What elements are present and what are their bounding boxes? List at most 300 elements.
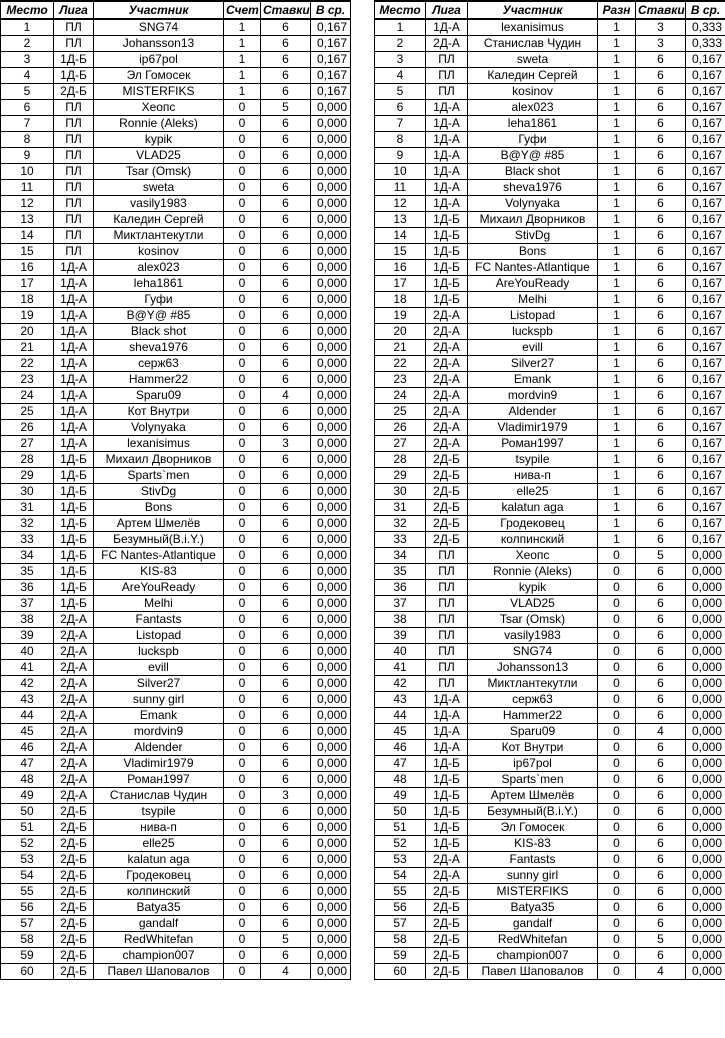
participant-cell: leha1861 bbox=[94, 276, 224, 292]
place-cell: 27 bbox=[1, 436, 54, 452]
table-row bbox=[375, 180, 725, 196]
place-cell: 18 bbox=[1, 292, 54, 308]
average-cell: 0,167 bbox=[686, 164, 725, 180]
score-cell: 0 bbox=[224, 660, 261, 676]
participant-cell: Эл Гомосек bbox=[94, 68, 224, 84]
participant-cell: Silver27 bbox=[468, 356, 598, 372]
league-cell: 2Д-А bbox=[426, 308, 468, 324]
score-cell: 0 bbox=[224, 788, 261, 804]
average-cell: 0,000 bbox=[311, 868, 351, 884]
league-cell: ПЛ bbox=[54, 132, 94, 148]
difference-cell: 1 bbox=[598, 404, 636, 420]
table-row bbox=[1, 276, 351, 292]
average-cell: 0,000 bbox=[311, 772, 351, 788]
average-cell: 0,000 bbox=[686, 948, 725, 964]
league-cell: 1Д-А bbox=[54, 404, 94, 420]
place-cell: 41 bbox=[1, 660, 54, 676]
place-cell: 19 bbox=[1, 308, 54, 324]
league-cell: 1Д-Б bbox=[54, 68, 94, 84]
table-row bbox=[375, 964, 725, 980]
bets-cell: 6 bbox=[636, 596, 686, 612]
average-cell: 0,000 bbox=[311, 132, 351, 148]
score-cell: 0 bbox=[224, 132, 261, 148]
bets-cell: 6 bbox=[261, 532, 311, 548]
table-row bbox=[1, 36, 351, 52]
average-cell: 0,000 bbox=[311, 324, 351, 340]
place-cell: 20 bbox=[1, 324, 54, 340]
bets-cell: 6 bbox=[261, 820, 311, 836]
average-cell: 0,000 bbox=[311, 372, 351, 388]
participant-cell: MISTERFIKS bbox=[94, 84, 224, 100]
difference-cell: 1 bbox=[598, 68, 636, 84]
place-cell: 53 bbox=[375, 852, 426, 868]
participant-cell: Bons bbox=[468, 244, 598, 260]
place-cell: 23 bbox=[1, 372, 54, 388]
bets-cell: 6 bbox=[636, 260, 686, 276]
place-cell: 42 bbox=[1, 676, 54, 692]
participant-cell: Emank bbox=[94, 708, 224, 724]
participant-cell: Bons bbox=[94, 500, 224, 516]
place-cell: 29 bbox=[1, 468, 54, 484]
bets-cell: 5 bbox=[261, 932, 311, 948]
table-row bbox=[375, 660, 725, 676]
average-cell: 0,000 bbox=[311, 100, 351, 116]
place-cell: 21 bbox=[375, 340, 426, 356]
average-cell: 0,000 bbox=[311, 932, 351, 948]
average-cell: 0,000 bbox=[686, 916, 725, 932]
table-row bbox=[1, 724, 351, 740]
average-cell: 0,000 bbox=[311, 612, 351, 628]
place-cell: 10 bbox=[375, 164, 426, 180]
table-row bbox=[1, 324, 351, 340]
table-row bbox=[375, 756, 725, 772]
participant-cell: Vladimir1979 bbox=[468, 420, 598, 436]
score-cell: 0 bbox=[224, 212, 261, 228]
league-cell: 1Д-А bbox=[426, 196, 468, 212]
place-cell: 39 bbox=[1, 628, 54, 644]
table-row bbox=[375, 916, 725, 932]
score-cell: 0 bbox=[224, 516, 261, 532]
bets-cell: 6 bbox=[261, 260, 311, 276]
difference-cell: 1 bbox=[598, 484, 636, 500]
score-cell: 0 bbox=[224, 260, 261, 276]
score-cell: 0 bbox=[224, 180, 261, 196]
participant-cell: alex023 bbox=[468, 100, 598, 116]
bets-cell: 6 bbox=[261, 772, 311, 788]
league-cell: ПЛ bbox=[54, 180, 94, 196]
average-cell: 0,000 bbox=[686, 884, 725, 900]
place-cell: 29 bbox=[375, 468, 426, 484]
bets-cell: 6 bbox=[636, 436, 686, 452]
place-cell: 10 bbox=[1, 164, 54, 180]
league-cell: 1Д-А bbox=[426, 180, 468, 196]
bets-cell: 4 bbox=[261, 388, 311, 404]
place-cell: 34 bbox=[1, 548, 54, 564]
league-cell: 2Д-А bbox=[54, 628, 94, 644]
score-cell: 0 bbox=[224, 724, 261, 740]
score-cell: 0 bbox=[224, 916, 261, 932]
league-cell: 2Д-А bbox=[426, 356, 468, 372]
difference-cell: 1 bbox=[598, 132, 636, 148]
participant-cell: Безумный(B.i.Y.) bbox=[94, 532, 224, 548]
participant-cell: champion007 bbox=[468, 948, 598, 964]
difference-cell: 0 bbox=[598, 964, 636, 980]
place-cell: 50 bbox=[375, 804, 426, 820]
place-cell: 4 bbox=[1, 68, 54, 84]
table-row bbox=[375, 68, 725, 84]
average-cell: 0,167 bbox=[311, 52, 351, 68]
score-cell: 0 bbox=[224, 244, 261, 260]
league-cell: 1Д-А bbox=[54, 436, 94, 452]
bets-cell: 6 bbox=[261, 116, 311, 132]
participant-cell: нива-п bbox=[468, 468, 598, 484]
difference-cell: 1 bbox=[598, 388, 636, 404]
bets-cell: 3 bbox=[261, 436, 311, 452]
place-cell: 40 bbox=[375, 644, 426, 660]
participant-cell: B@Y@ #85 bbox=[94, 308, 224, 324]
average-cell: 0,167 bbox=[686, 436, 725, 452]
bets-cell: 6 bbox=[261, 19, 311, 36]
average-cell: 0,000 bbox=[311, 116, 351, 132]
place-cell: 55 bbox=[375, 884, 426, 900]
average-cell: 0,000 bbox=[311, 964, 351, 980]
bets-cell: 6 bbox=[261, 212, 311, 228]
bets-cell: 6 bbox=[636, 580, 686, 596]
league-cell: 2Д-Б bbox=[54, 900, 94, 916]
bets-cell: 6 bbox=[261, 948, 311, 964]
place-cell: 25 bbox=[1, 404, 54, 420]
average-cell: 0,000 bbox=[686, 804, 725, 820]
participant-cell: Ronnie (Aleks) bbox=[468, 564, 598, 580]
league-cell: 1Д-А bbox=[426, 724, 468, 740]
participant-cell: AreYouReady bbox=[468, 276, 598, 292]
average-cell: 0,000 bbox=[311, 532, 351, 548]
league-cell: ПЛ bbox=[426, 676, 468, 692]
average-cell: 0,167 bbox=[686, 308, 725, 324]
table-row bbox=[1, 52, 351, 68]
league-cell: 2Д-А bbox=[426, 324, 468, 340]
participant-cell: luckspb bbox=[94, 644, 224, 660]
bets-cell: 6 bbox=[261, 404, 311, 420]
average-cell: 0,000 bbox=[311, 452, 351, 468]
bets-cell: 6 bbox=[636, 532, 686, 548]
table-row bbox=[1, 772, 351, 788]
bets-cell: 6 bbox=[261, 324, 311, 340]
league-cell: ПЛ bbox=[54, 228, 94, 244]
table-row bbox=[1, 388, 351, 404]
participant-cell: sweta bbox=[468, 52, 598, 68]
table-row bbox=[1, 612, 351, 628]
table-row bbox=[1, 660, 351, 676]
league-cell: ПЛ bbox=[426, 660, 468, 676]
league-cell: 2Д-Б bbox=[426, 916, 468, 932]
league-cell: 1Д-А bbox=[426, 708, 468, 724]
average-cell: 0,000 bbox=[686, 788, 725, 804]
place-cell: 45 bbox=[1, 724, 54, 740]
league-cell: 2Д-Б bbox=[54, 84, 94, 100]
bets-cell: 6 bbox=[636, 180, 686, 196]
participant-cell: ip67pol bbox=[94, 52, 224, 68]
difference-cell: 0 bbox=[598, 900, 636, 916]
place-cell: 51 bbox=[375, 820, 426, 836]
difference-cell: 1 bbox=[598, 19, 636, 36]
place-cell: 52 bbox=[375, 836, 426, 852]
average-cell: 0,000 bbox=[311, 724, 351, 740]
table-row bbox=[1, 84, 351, 100]
place-cell: 44 bbox=[1, 708, 54, 724]
score-cell: 0 bbox=[224, 500, 261, 516]
table-row bbox=[375, 340, 725, 356]
bets-cell: 6 bbox=[636, 196, 686, 212]
participant-cell: Volynyaka bbox=[94, 420, 224, 436]
score-cell: 0 bbox=[224, 452, 261, 468]
bets-cell: 6 bbox=[261, 596, 311, 612]
league-cell: ПЛ bbox=[426, 612, 468, 628]
league-cell: 2Д-Б bbox=[54, 852, 94, 868]
bets-cell: 6 bbox=[636, 948, 686, 964]
average-cell: 0,000 bbox=[686, 548, 725, 564]
average-cell: 0,000 bbox=[311, 356, 351, 372]
header-row bbox=[375, 1, 725, 19]
league-cell: 2Д-Б bbox=[426, 884, 468, 900]
table-row bbox=[375, 804, 725, 820]
place-cell: 7 bbox=[1, 116, 54, 132]
bets-cell: 6 bbox=[636, 404, 686, 420]
difference-cell: 1 bbox=[598, 212, 636, 228]
league-cell: 2Д-Б bbox=[426, 948, 468, 964]
bets-cell: 6 bbox=[261, 36, 311, 52]
average-cell: 0,000 bbox=[311, 884, 351, 900]
score-cell: 0 bbox=[224, 148, 261, 164]
header-score: Счет bbox=[224, 1, 261, 19]
table-row bbox=[1, 148, 351, 164]
place-cell: 3 bbox=[375, 52, 426, 68]
average-cell: 0,167 bbox=[311, 36, 351, 52]
bets-cell: 6 bbox=[636, 68, 686, 84]
average-cell: 0,167 bbox=[686, 196, 725, 212]
participant-cell: VLAD25 bbox=[94, 148, 224, 164]
league-cell: 1Д-А bbox=[54, 292, 94, 308]
participant-cell: Гродековец bbox=[468, 516, 598, 532]
table-row bbox=[1, 212, 351, 228]
league-cell: 1Д-Б bbox=[54, 484, 94, 500]
place-cell: 18 bbox=[375, 292, 426, 308]
difference-cell: 0 bbox=[598, 836, 636, 852]
bets-cell: 6 bbox=[261, 372, 311, 388]
table-row bbox=[375, 260, 725, 276]
league-cell: 1Д-А bbox=[426, 164, 468, 180]
bets-cell: 6 bbox=[636, 228, 686, 244]
average-cell: 0,167 bbox=[686, 100, 725, 116]
average-cell: 0,000 bbox=[311, 852, 351, 868]
score-cell: 0 bbox=[224, 324, 261, 340]
table-row bbox=[375, 820, 725, 836]
place-cell: 53 bbox=[1, 852, 54, 868]
place-cell: 37 bbox=[1, 596, 54, 612]
average-cell: 0,000 bbox=[311, 260, 351, 276]
participant-cell: StivDg bbox=[468, 228, 598, 244]
score-cell: 0 bbox=[224, 852, 261, 868]
place-cell: 47 bbox=[375, 756, 426, 772]
participant-cell: Каледин Сергей bbox=[94, 212, 224, 228]
place-cell: 11 bbox=[1, 180, 54, 196]
average-cell: 0,000 bbox=[686, 836, 725, 852]
participant-cell: Aldender bbox=[468, 404, 598, 420]
place-cell: 23 bbox=[375, 372, 426, 388]
league-cell: ПЛ bbox=[54, 164, 94, 180]
difference-cell: 1 bbox=[598, 500, 636, 516]
participant-cell: evill bbox=[468, 340, 598, 356]
score-cell: 0 bbox=[224, 356, 261, 372]
table-row bbox=[1, 292, 351, 308]
league-cell: 2Д-А bbox=[54, 788, 94, 804]
average-cell: 0,167 bbox=[311, 68, 351, 84]
league-cell: ПЛ bbox=[54, 116, 94, 132]
bets-cell: 6 bbox=[636, 852, 686, 868]
participant-cell: kosinov bbox=[468, 84, 598, 100]
bets-cell: 6 bbox=[261, 724, 311, 740]
league-cell: 2Д-А bbox=[54, 724, 94, 740]
table-row bbox=[1, 676, 351, 692]
average-cell: 0,000 bbox=[311, 244, 351, 260]
average-cell: 0,000 bbox=[311, 740, 351, 756]
table-row bbox=[1, 356, 351, 372]
league-cell: 2Д-А bbox=[426, 868, 468, 884]
difference-cell: 1 bbox=[598, 420, 636, 436]
league-cell: ПЛ bbox=[426, 580, 468, 596]
average-cell: 0,000 bbox=[311, 468, 351, 484]
table-row bbox=[1, 900, 351, 916]
average-cell: 0,167 bbox=[311, 84, 351, 100]
difference-cell: 0 bbox=[598, 660, 636, 676]
participant-cell: Хеопс bbox=[468, 548, 598, 564]
participant-cell: Melhi bbox=[94, 596, 224, 612]
table-row bbox=[1, 308, 351, 324]
table-row bbox=[375, 852, 725, 868]
league-cell: 2Д-А bbox=[426, 420, 468, 436]
difference-cell: 1 bbox=[598, 356, 636, 372]
average-cell: 0,167 bbox=[686, 356, 725, 372]
header-place: Место bbox=[375, 1, 426, 19]
table-row bbox=[1, 868, 351, 884]
participant-cell: sunny girl bbox=[468, 868, 598, 884]
bets-cell: 6 bbox=[261, 708, 311, 724]
place-cell: 39 bbox=[375, 628, 426, 644]
place-cell: 5 bbox=[1, 84, 54, 100]
average-cell: 0,000 bbox=[311, 564, 351, 580]
table-row bbox=[375, 580, 725, 596]
score-cell: 0 bbox=[224, 628, 261, 644]
league-cell: ПЛ bbox=[426, 52, 468, 68]
bets-cell: 6 bbox=[636, 84, 686, 100]
place-cell: 37 bbox=[375, 596, 426, 612]
league-cell: 1Д-А bbox=[54, 260, 94, 276]
league-cell: 1Д-Б bbox=[426, 788, 468, 804]
score-cell: 1 bbox=[224, 52, 261, 68]
place-cell: 17 bbox=[375, 276, 426, 292]
bets-cell: 6 bbox=[261, 740, 311, 756]
table-row bbox=[1, 372, 351, 388]
average-cell: 0,000 bbox=[686, 852, 725, 868]
league-cell: ПЛ bbox=[426, 644, 468, 660]
place-cell: 20 bbox=[375, 324, 426, 340]
average-cell: 0,167 bbox=[686, 372, 725, 388]
bets-cell: 6 bbox=[636, 788, 686, 804]
table-row bbox=[375, 484, 725, 500]
league-cell: 1Д-Б bbox=[426, 244, 468, 260]
place-cell: 60 bbox=[1, 964, 54, 980]
bets-cell: 6 bbox=[636, 628, 686, 644]
place-cell: 25 bbox=[375, 404, 426, 420]
place-cell: 15 bbox=[375, 244, 426, 260]
bets-cell: 6 bbox=[261, 804, 311, 820]
average-cell: 0,000 bbox=[311, 708, 351, 724]
league-cell: 2Д-Б bbox=[54, 836, 94, 852]
difference-cell: 0 bbox=[598, 740, 636, 756]
difference-cell: 1 bbox=[598, 468, 636, 484]
score-cell: 0 bbox=[224, 292, 261, 308]
average-cell: 0,000 bbox=[311, 676, 351, 692]
place-cell: 9 bbox=[1, 148, 54, 164]
bets-cell: 3 bbox=[636, 36, 686, 52]
league-cell: 1Д-Б bbox=[54, 516, 94, 532]
average-cell: 0,000 bbox=[311, 500, 351, 516]
table-row bbox=[1, 19, 351, 36]
participant-cell: kalatun aga bbox=[94, 852, 224, 868]
difference-cell: 0 bbox=[598, 548, 636, 564]
table-row bbox=[375, 436, 725, 452]
league-cell: 1Д-А bbox=[54, 340, 94, 356]
league-cell: ПЛ bbox=[54, 244, 94, 260]
bets-cell: 6 bbox=[261, 244, 311, 260]
bets-cell: 6 bbox=[261, 148, 311, 164]
difference-cell: 1 bbox=[598, 180, 636, 196]
place-cell: 2 bbox=[375, 36, 426, 52]
bets-cell: 6 bbox=[261, 276, 311, 292]
average-cell: 0,000 bbox=[311, 516, 351, 532]
place-cell: 33 bbox=[375, 532, 426, 548]
table-row bbox=[375, 116, 725, 132]
table-row bbox=[1, 68, 351, 84]
place-cell: 1 bbox=[375, 19, 426, 36]
score-cell: 0 bbox=[224, 340, 261, 356]
table-row bbox=[1, 244, 351, 260]
average-cell: 0,000 bbox=[311, 644, 351, 660]
table-row bbox=[1, 260, 351, 276]
place-cell: 43 bbox=[1, 692, 54, 708]
participant-cell: RedWhitefan bbox=[468, 932, 598, 948]
bets-cell: 6 bbox=[261, 484, 311, 500]
bets-cell: 6 bbox=[261, 916, 311, 932]
participant-cell: evill bbox=[94, 660, 224, 676]
score-cell: 0 bbox=[224, 868, 261, 884]
average-cell: 0,000 bbox=[686, 964, 725, 980]
participant-cell: Ronnie (Aleks) bbox=[94, 116, 224, 132]
table-row bbox=[375, 164, 725, 180]
table-row bbox=[1, 484, 351, 500]
league-cell: 1Д-Б bbox=[54, 468, 94, 484]
difference-cell: 1 bbox=[598, 148, 636, 164]
score-cell: 0 bbox=[224, 372, 261, 388]
bets-cell: 6 bbox=[636, 132, 686, 148]
league-cell: 2Д-Б bbox=[54, 964, 94, 980]
table-body-right bbox=[375, 19, 725, 980]
average-cell: 0,000 bbox=[311, 916, 351, 932]
average-cell: 0,000 bbox=[686, 772, 725, 788]
average-cell: 0,000 bbox=[311, 756, 351, 772]
bets-cell: 6 bbox=[261, 644, 311, 660]
average-cell: 0,000 bbox=[686, 900, 725, 916]
